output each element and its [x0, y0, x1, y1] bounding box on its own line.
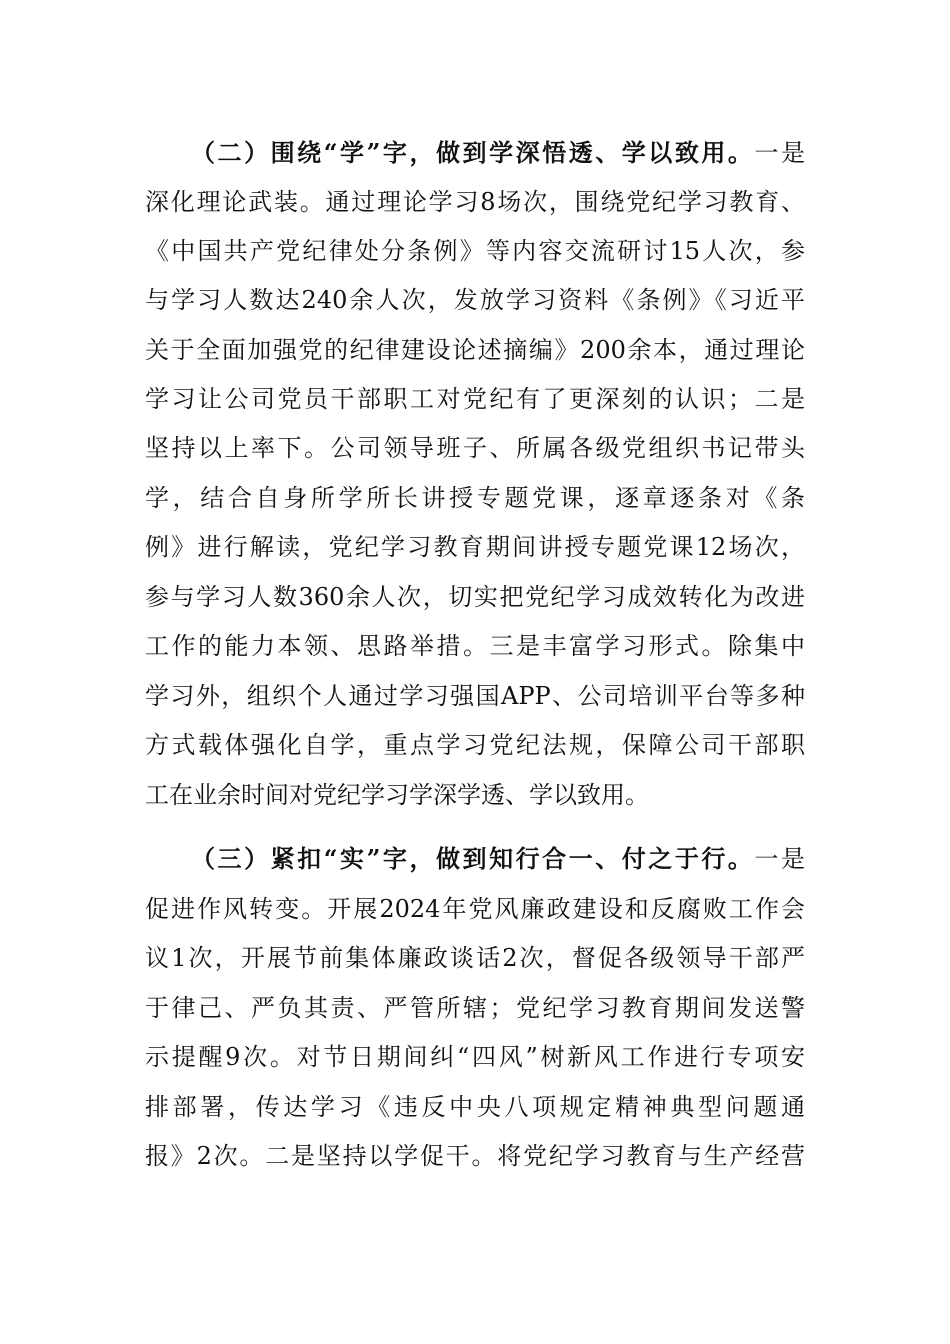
section2-line-6: 学习让公司党员干部职工对党纪有了更深刻的认识；二是	[145, 385, 805, 413]
section3-line-3: 议1次，开展节前集体廉政谈话2次，督促各级领导干部严	[145, 944, 805, 972]
section2-line-9: 例》进行解读，党纪学习教育期间讲授专题党课12场次，	[145, 533, 805, 561]
section2-line-14: 工在业余时间对党纪学习学深学透、学以致用。	[145, 781, 649, 809]
section2-line-8: 学，结合自身所学所长讲授专题党课，逐章逐条对《条	[145, 484, 805, 512]
section2-line-11: 工作的能力本领、思路举措。三是丰富学习形式。除集中	[145, 632, 805, 660]
section2-line-13: 方式载体强化自学，重点学习党纪法规，保障公司干部职	[145, 731, 805, 759]
section3-heading: （三）紧扣“实”字，做到知行合一、付之于行。	[191, 844, 755, 873]
section2-line-12: 学习外，组织个人通过学习强国APP、公司培训平台等多种	[145, 682, 805, 710]
section3-line-4: 于律己、严负其责、严管所辖；党纪学习教育期间发送警	[145, 994, 805, 1022]
section3-line-2: 促进作风转变。开展2024年党风廉政建设和反腐败工作会	[145, 895, 805, 923]
section3-line-7: 报》2次。二是坚持以学促干。将党纪学习教育与生产经营	[145, 1142, 805, 1170]
section2-heading: （二）围绕“学”字，做到学深悟透、学以致用。	[191, 138, 755, 167]
section2-line-7: 坚持以上率下。公司领导班子、所属各级党组织书记带头	[145, 434, 805, 462]
section3-line-1-text: 一是	[754, 845, 805, 873]
section3-line-5: 示提醒9次。对节日期间纠“四风”树新风工作进行专项安	[145, 1043, 805, 1071]
section2-line-4: 与学习人数达240余人次，发放学习资料《条例》《习近平	[145, 286, 805, 314]
section2-line-10: 参与学习人数360余人次，切实把党纪学习成效转化为改进	[145, 583, 805, 611]
section2-line-1-text: 一是	[754, 139, 805, 167]
section3-line-6: 排部署，传达学习《违反中央八项规定精神典型问题通	[145, 1093, 805, 1121]
section3-line-1	[191, 839, 805, 879]
section2-line-5: 关于全面加强党的纪律建设论述摘编》200余本，通过理论	[145, 336, 805, 364]
section2-line-1	[191, 133, 805, 173]
section2-line-3: 《中国共产党纪律处分条例》等内容交流研讨15人次，参	[145, 237, 805, 265]
section2-line-2: 深化理论武装。通过理论学习8场次，围绕党纪学习教育、	[145, 188, 805, 216]
